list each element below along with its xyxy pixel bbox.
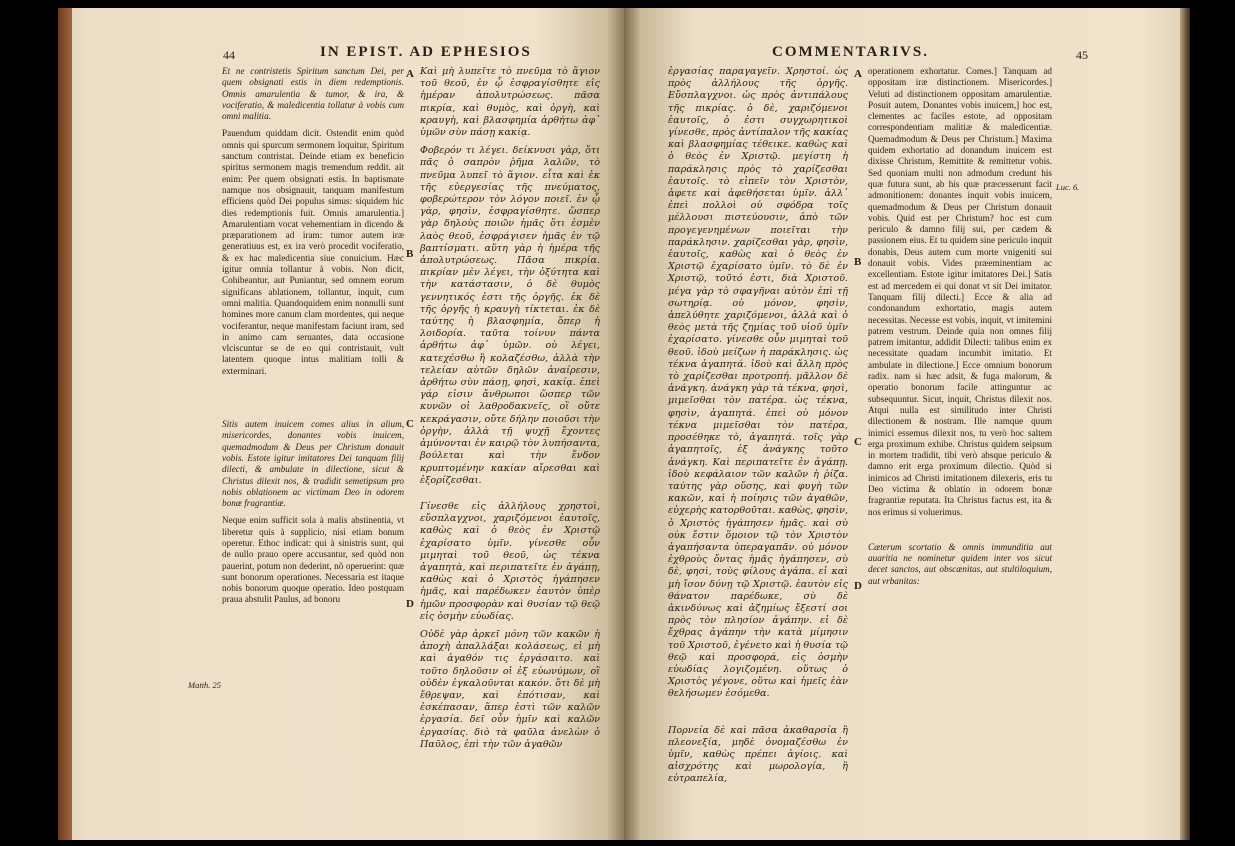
greek-verse-1: Καὶ μὴ λυπεῖτε τὸ πνεῦμα τὸ ἅγιον τοῦ θεοῦ, ἐν ᾧ ἐσφραγίσθητε εἰς ἡμέραν ἀπολυτρώσεως. πᾶσα πικρία, καὶ θυμὸς, καὶ ὀργὴ, καὶ κραυγὴ, καὶ βλασφημία ἀρθήτω ἀφ᾽ ὑμῶν σὺν πάσῃ κακίᾳ. (420, 66, 600, 139)
section-marker-a: A (406, 68, 414, 80)
margin-note-right: Luc. 6. (1056, 182, 1080, 192)
greek-verse-2: Γίνεσθε εἰς ἀλλήλους χρηστοὶ, εὔσπλαγχνοι, χαριζόμενοι ἑαυτοῖς, καθὼς καὶ ὁ θεὸς ἐν Χριστῷ ἐχαρίσατο ὑμῖν. γίνεσθε οὖν μιμηταὶ τοῦ θεοῦ, ὡς τέκνα ἀγαπητὰ, καὶ περιπατεῖτε ἐν ἀγάπῃ, καθὼς καὶ ὁ Χριστὸς ἠγάπησεν ἡμᾶς, καὶ παρέδωκεν ἑαυτὸν ὑπὲρ ἡμῶν προσφορὰν καὶ θυσίαν τῷ θεῷ εἰς ὀσμὴν εὐωδίας. (420, 500, 600, 622)
right-page-edge (1180, 8, 1190, 840)
left-page-edge (58, 8, 72, 840)
left-latin-column (222, 66, 404, 612)
left-running-head: IN EPIST. AD EPHESIOS (320, 44, 532, 60)
right-section-marker-b: B (854, 256, 862, 268)
latin-verse-3: Cæterum scortatio & omnis immunditia aut auaritia ne nominetur quidem inter vos sicut decet sanctos, aut obscænitas, aut stultiloquium, aut vrbanitas: (868, 541, 1052, 586)
right-section-marker-c: C (854, 436, 862, 448)
greek-commentary-1: Φοβερόν τι λέγει. δείκνυσι γὰρ, ὅτι πᾶς ὁ σαπρὸν ῥῆμα λαλῶν, τὸ πνεῦμα λυπεῖ τὸ ἅγιον. εἶτα καὶ ἐκ τῆς εὐεργεσίας τῆς πνεύματος, φοβερώτερον τὸν λόγον ποιεῖ. ἐν ᾧ γὰρ, φησὶν, ἐσφραγίσθητε. ὥσπερ γὰρ δηλοὺς ποιῶν ἡμᾶς ὅτι ἐσμὲν λαὸς θεοῦ, ἐσφράγισεν ἡμᾶς ἐν τῷ βαπτίσματι. αὕτη γὰρ ἡ ἡμέρα τῆς ἀπολυτρώσεως. Πᾶσα πικρία. πικρίαν μὲν λέγει, τὴν ὀξύτητα καὶ τὴν κατάστασιν, ὁ δὲ θυμὸς γεννητικός ἐστι τῆς ὀργῆς. ἐκ δὲ τῆς ὀργῆς ἡ κραυγὴ τίκτεται. ἐκ δὲ ταύτης ἡ βλασφημία, ὅπερ ἡ λοιδορία. ταῦτα τοίνυν πάντα ἀρθήτω ἀφ᾽ ὑμῶν. οὐ λέγει, κατεχέσθω ἢ κολαζέσθω, ἀλλὰ τὴν τελείαν αὐτῶν δηλῶν ἀναίρεσιν, ἀρθήτω σὺν πάσῃ, φησὶ, κακίᾳ. ἐπεὶ γάρ εἰσιν ἄνθρωποι ὥσπερ τῶν κυνῶν οἱ λαθροδακνεῖς, οἳ οὔτε κεκράγασιν, οὔτε δήλην ποιοῦσι τὴν ὀργὴν, ἀλλὰ τῇ ψυχῇ ἔχοντες ἀμύνονται ἐν καιρῷ τὸν λυπήσαντα, βούλεται καὶ τὴν ἔνδον κρυπτομένην κακίαν αἴρεσθαι καὶ ἐξορίζεσθαι. (420, 145, 600, 486)
right-page (624, 8, 1190, 840)
open-book (58, 8, 1190, 840)
left-page-number: 44 (223, 48, 235, 62)
greek-verse-3: Πορνεία δὲ καὶ πᾶσα ἀκαθαρσία ἢ πλεονεξία, μηδὲ ὀνομαζέσθω ἐν ὑμῖν, καθὼς πρέπει ἁγίοις. καὶ αἰσχρότης καὶ μωρολογία, ἢ εὐτραπελία, (668, 724, 848, 785)
right-running-head: COMMENTARIVS. (772, 44, 929, 60)
section-marker-d: D (406, 598, 414, 610)
right-latin-column (868, 66, 1052, 593)
right-page-number: 45 (1076, 48, 1088, 62)
section-marker-b: B (406, 248, 414, 260)
greek-commentary-2: Οὐδὲ γὰρ ἀρκεῖ μόνη τῶν κακῶν ἡ ἀποχὴ ἀπαλλάξαι κολάσεως, εἰ μὴ καὶ ἀγαθόν τις ἐργάσαιτο. καὶ τοῦτο δηλοῦσιν οἱ ἐξ εὐωνύμων, οἳ οὐδὲν ἐγκαλοῦνται κακόν. ὅτι δὲ μὴ ἔθρεψαν, καὶ ἐπότισαν, καὶ ἐσκέπασαν, ἅπερ ἐστὶ τῶν καλῶν ἐργασία. δεῖ οὖν ἡμῖν καὶ καλῶν ἐργασίας. διὸ τὰ φαῦλα ἀνελὼν ὁ Παῦλος, ἐπὶ τὴν τῶν ἀγαθῶν (420, 628, 600, 750)
latin-verse-2: Sitis autem inuicem comes alius in alium, misericordes, donantes vobis inuicem, quemadmodum & Deus per Christum donauit vobis. Estote igitur imitatores Dei tanquam filij dilecti, & ambulate in dilectione, sicut & Christus dilexit nos, & tradidit semetipsum pro nobis oblationem ac victimam Deo in odorem bonæ fragrantiæ. (222, 419, 404, 509)
right-section-marker-a: A (854, 68, 862, 80)
latin-commentary-1: Pauendum quiddam dicit. Ostendit enim quòd omnis qui spurcum sermonem loquitur, Spiritum sanctum contristat. Deinde etiam ex beneficio spiritus sermonem magis tremendum reddit. ait enim: Per quem obsignati estis. In baptismate namque nos obsignauit, tanquam manifestum efficiens quòd Dei populus simus: siquidem hic dies redemptionis fuit. Omnis amarulentia.] Amarulentiam vocat vehementiam in dicendo & præparationem ad iram: tumor autem iræ generatiuus est, ex ira verò procedit vociferatio, & ex hac maledicentia siue conuicium. Hæc igitur omnia tollantur à vobis. Non dicit, Cohibeantur, aut Puniantur, sed omnem eorum significans ablationem, tollantur, inquit, cum omni malitia. Quandoquidem enim nonnulli sunt homines more canum clam mordentes, qui neque vociferantur, neque manifestam faciunt iram, sed in animo cam seruantes, data occasione vlciscuntur se de eo qui contristauit, vult latentem quoque intus malitiam tolli & exterminari. (222, 128, 404, 376)
margin-note-left: Matth. 25 (188, 680, 222, 690)
left-greek-column (420, 66, 600, 757)
latin-commentary-2: Neque enim sufficit sola à malis abstinentia, vt liberetur quis à supplicio, nisi etiam bonum operetur. Ethoc indicat: qui à sinistris sunt, qui de nullo prauo opere accusantur, sed quòd non pauerint, potum non dederint, nõ operuerint: quæ sunt bonorum operationes. Necessaria est itaque nobis bonorum quoque operatio. Ideo postquam praua abstulit Paulus, ad bonoru (222, 515, 404, 605)
right-greek-column (668, 66, 848, 792)
greek-commentary-3: ἐργασίας παραγαγεῖν. Χρηστοί. ὡς πρὸς ἀλλήλους τῆς ὀργῆς. Εὔσπλαγχνοι. ὡς πρὸς ἀντιπάλους τῆς πικρίας. ὁ δὲ, χαριζόμενοι ἑαυτοῖς, ὁ ἐστι συγχωρητικοὶ γίνεσθε, πρὸς ἀντίπαλον τῆς κακίας καὶ βλασφημίας τέθεικε. καθὼς καὶ ὁ θεὸς ἐν Χριστῷ. μεγίστη ἡ παράκλησις πρὸς τὸ χαρίζεσθαι ἑαυτοῖς. τὸ εἰπεῖν τὸν Χριστὸν, ἀφετε καὶ ἀφεθήσεται ὑμῖν. ἀλλ᾽ ἐπεὶ πολλοὶ οὐ σφόδρα τοῖς μέλλουσι πιστεύουσιν, ἀπὸ τῶν προγεγενημένων ποιεῖται τὴν παράκλησιν. χαρίζεσθαι γὰρ, φησὶν, ἑαυτοῖς, καθὼς καὶ ὁ θεὸς ἐν Χριστῷ ἐχαρίσατο ὑμῖν. τὸ δὲ ἐν Χριστῷ, τοῦτό ἐστι, διὰ Χριστοῦ. μέγα γὰρ τὸ σφαγῆναι αὐτὸν ἐπὶ τῇ σωτηρίᾳ. οὐ μόνον, φησὶν, ἀπελύθητε χαριζόμενοι, ἀλλὰ καὶ ὁ θεὸς μετὰ τῆς ζημίας τοῦ υἱοῦ ὑμῖν ἐχαρίσατο. γίνεσθε οὖν μιμηταὶ τοῦ θεοῦ. ἰδοὺ μείζων ἡ παράκλησις. ὡς τέκνα ἀγαπητά. ἰδοὺ καὶ ἄλλη πρὸς τὸ χαρίζεσθαι προτροπή. μᾶλλον δὲ ἀνάγκη. ἀνάγκη γὰρ τὰ τέκνα, φησὶ, μιμεῖσθαι τὸν πατέρα. ὡς τέκνα, φησὶν, ἀγαπητά. ἐπεὶ οὐ μόνον τέκνα μιμεῖσθαι τὸν πατέρα, προσέθηκε τὸ, ἀγαπητά. τοῖς γὰρ ἀγαπητοῖς, ἐξ ἀνάγκης τοῦτο ἀνάγκη. Καὶ περιπατεῖτε ἐν ἀγάπῃ. ἰδοὺ κεφάλαιον τῶν καλῶν ἡ ῥίζα. ταύτης γὰρ οὔσης, καὶ φυγὴ τῶν κακῶν, καὶ ἡ ποίησις τῶν ἀγαθῶν, εὐχερὴς κατορθοῦται. καθὼς, φησὶν, ὁ Χριστὸς ἠγάπησεν ἡμᾶς. καὶ σὺ οὐκ ἔστιν ὅμοιον τῷ τὸν Χριστὸν ἀγαπήσαντα ὑπεραγαπᾶν. οὐ μόνον ἐχθροὺς ὄντας ἡμᾶς ἠγάπησεν, σὺ δὲ, φησὶ, τοὺς φίλους ἀγάπα. εἰ καὶ μὴ ἴσον δύνῃ τῷ Χριστῷ. ἑαυτὸν εἰς θάνατον παρέδωκε, σὺ δὲ ἀκινδύνως καὶ ἀζημίως ἔξεστί σοι πρὸς τὸν πλησίον ἀγάπην. εἰ δὲ ἔχθρας ἀγάπην τὴν κατὰ μίμησιν τοῦ Χριστοῦ, ἐγένετο καὶ ἡ θυσία τῷ θεῷ καὶ προσφορά, εἰς ὀσμὴν εὐωδίας λογιζομένη. οὕτως ὁ Χριστὸς γέγονε, οὕτω καὶ ἡμεῖς ἐὰν θελήσωμεν ἐσόμεθα. (668, 66, 848, 700)
left-page (58, 8, 624, 840)
right-section-marker-d: D (854, 580, 862, 592)
section-marker-c: C (406, 418, 414, 430)
latin-commentary-3: operationem exhortatur. Comes.] Tanquam ad oppositam iræ distinctionem. Misericordes.] Veluti ad distinctionem oppositam amarulentiæ. Posuit autem, Donantes vobis inuicem,] hoc est, clementes ac faciles estote, ad oppositam correspondentiam malitiæ & maledicentiæ. Quemadmodum & Deus per Christum.] Maxima quidem exhortatio ad donandum inuicem est dixisse Christum, Remittite & remittetur vobis. Sed quoniam multi non admodum credunt his quæ futura sunt, ab his quæ præcesserunt facit admonitionem: donantes inquit vobis inuicem, quemadmodum & Deus per Christum donauit vobis. Quid est per Christum? hoc est cum periculo & damno filij sui, per cædem & passionem eius. Et tu quidem sine periculo inquit donabis, Deus autem cum morte vnigeniti sui donauit vobis. Vides præeminentiam ac excellentiam. Estote igitur imitatores Dei.] Satis est ad mercedem ei qui donat vt sit Dei imitator. Tanquam filij dilecti.] Ecce & alia ad condonandum exhortatio, magis autem necessitas. Necesse est vobis, inquit, vt imitemini patrem vestrum. Deinde quia non omnes filij patrem imitantur, addidit Dilecti: talibus enim ex necessitate quadam incumbit imitatio. Et ambulate in dilectione.] Ecce omnium bonorum radix. nam si hæc adsit, & fuga malorum, & operatio bonorum facile attinguntur ac subsequuntur. Sicut, inquit, Christus dilexit nos. Atqui nulla est similitudo inter Christi dilectionem & nostram. Ille namque quum inimici essemus dilexit nos, tu verò hoc saltem erga proximum exhibe. Christus quidem seipsum in mortem tradidit, tibi verò absque periculo & damno erit erga proximum dilectio. Quòd si inimicos ad Christi imitationem dilexeris, eris tu Deo victima & oblatio in odorem bonæ fragrantiæ reputata. Ita Christus factus est, ita & nos erimus si voluerimus. (868, 66, 1052, 517)
latin-verse-1: Et ne contristetis Spiritum sanctum Dei, per quem obsignati estis in diem redemptionis. Omnis amarulentia & tumor, & ira, & vociferatio, & maledicentia tollatur à vobis cum omni malitia. (222, 66, 404, 122)
